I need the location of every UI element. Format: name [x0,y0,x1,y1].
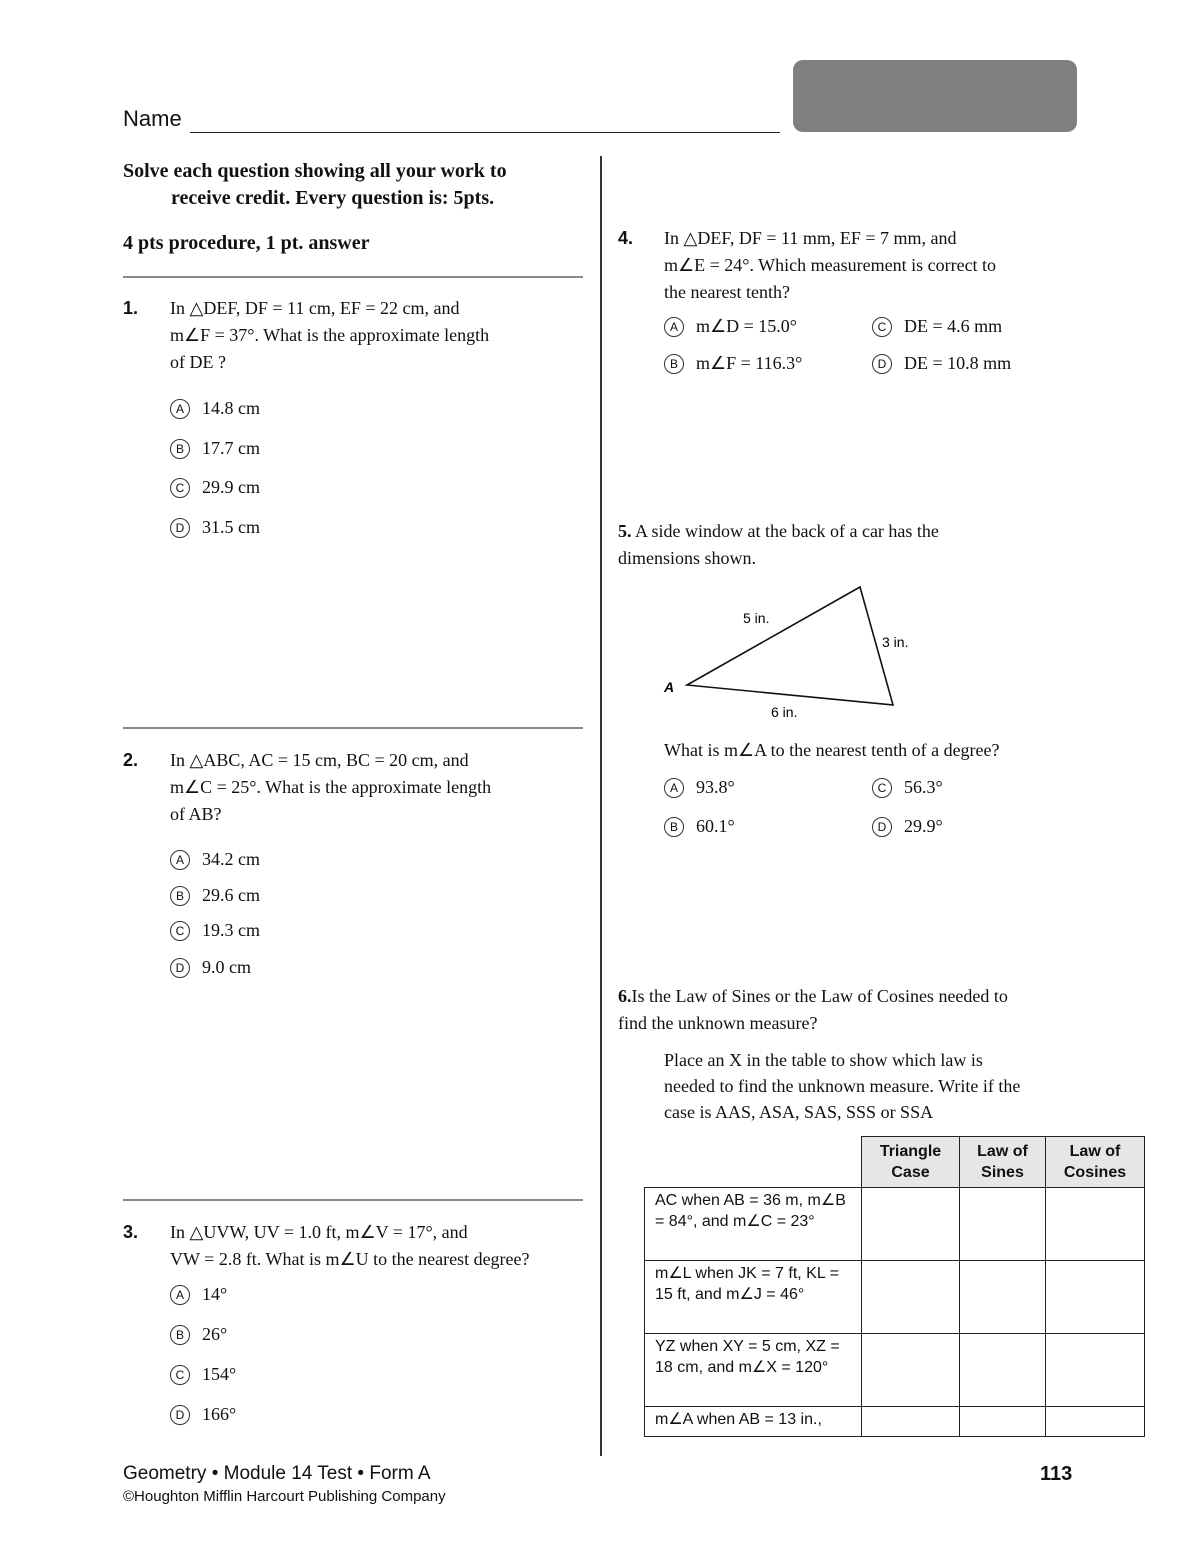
choice-bubble[interactable]: B [170,886,190,906]
question-2-line: of AB? [170,804,222,824]
question-6-line-1 [618,983,1008,1010]
table-header-row [645,1137,1145,1188]
question-4-line: In △DEF, DF = 11 mm, EF = 7 mm, and [664,228,957,248]
table-row-case: m∠L when JK = 7 ft, KL = 15 ft, and m∠J = 46° [645,1261,862,1334]
question-4-text [664,225,996,306]
table-cell-triangle-case[interactable] [862,1188,960,1261]
divider [123,727,583,729]
table-cell-law-of-cosines[interactable] [1046,1188,1145,1261]
question-5-text [618,518,939,572]
choice-text: 60.1° [696,816,735,836]
question-6-text [618,983,1008,1037]
choice-bubble[interactable]: B [170,439,190,459]
divider [123,1199,583,1201]
table-row [645,1407,1145,1437]
choice-text: 19.3 cm [202,920,260,940]
choice-text: 29.9 cm [202,477,260,497]
question-2-choice-d[interactable] [170,957,251,978]
question-2-text [170,747,491,828]
question-3-line: VW = 2.8 ft. What is m∠U to the nearest degree? [170,1249,530,1269]
question-6-instruction-line: needed to find the unknown measure. Write if the [664,1076,1021,1096]
question-1-choice-b[interactable] [170,438,260,459]
question-4-choice-c[interactable] [872,316,1002,337]
question-2-choice-a[interactable] [170,849,260,870]
choice-bubble[interactable]: D [170,518,190,538]
choice-bubble[interactable]: D [170,958,190,978]
question-3-choice-a[interactable] [170,1284,227,1305]
table-cell-law-of-sines[interactable] [960,1188,1046,1261]
question-6-line: find the unknown measure? [618,1013,818,1033]
choice-text: 93.8° [696,777,735,797]
triangle-shape [687,587,893,705]
table-row-case: AC when AB = 36 m, m∠B = 84°, and m∠C = 23° [645,1188,862,1261]
question-6-number: 6. [618,986,632,1006]
choice-bubble[interactable]: C [170,1365,190,1385]
question-1-line: m∠F = 37°. What is the approximate length [170,325,490,345]
instructions-line-1: Solve each question showing all your work to [123,160,507,182]
table-cell-triangle-case[interactable] [862,1261,960,1334]
choice-text: 29.9° [904,816,943,836]
question-3-choice-d[interactable] [170,1404,236,1425]
law-table [644,1136,1145,1437]
question-4-choice-a[interactable] [664,316,797,337]
question-1-choice-a[interactable] [170,398,260,419]
table-cell-law-of-cosines[interactable] [1046,1334,1145,1407]
question-2-line: In △ABC, AC = 15 cm, BC = 20 cm, and [170,750,469,770]
question-5-choice-a[interactable] [664,777,735,798]
choice-text: DE = 10.8 mm [904,353,1012,373]
table-cell-triangle-case[interactable] [862,1334,960,1407]
choice-bubble[interactable]: C [872,778,892,798]
question-5-line: dimensions shown. [618,548,757,568]
question-6-instruction-line: case is AAS, ASA, SAS, SSS or SSA [664,1102,934,1122]
question-1-number: 1. [123,298,139,318]
question-5-prompt: What is m∠A to the nearest tenth of a degree? [664,740,1000,760]
question-4-line: m∠E = 24°. Which measurement is correct to [664,255,997,275]
question-3-number: 3. [123,1222,139,1242]
column-divider [600,156,602,1456]
choice-bubble[interactable]: D [872,817,892,837]
choice-bubble[interactable]: A [170,850,190,870]
choice-bubble[interactable]: B [664,354,684,374]
table-cell-triangle-case[interactable] [862,1407,960,1437]
table-cell-law-of-sines[interactable] [960,1407,1046,1437]
question-1-choice-c[interactable] [170,477,260,498]
table-header-law-of-cosines: Law of Cosines [1046,1137,1145,1188]
choice-text: DE = 4.6 mm [904,316,1003,336]
divider [123,276,583,278]
choice-bubble[interactable]: B [170,1325,190,1345]
question-6-line: Is the Law of Sines or the Law of Cosines needed to [631,986,1008,1006]
choice-text: 56.3° [904,777,943,797]
choice-bubble[interactable]: C [170,478,190,498]
question-4-line: the nearest tenth? [664,282,790,302]
table-cell-law-of-cosines[interactable] [1046,1407,1145,1437]
table-row [645,1188,1145,1261]
question-5-choice-d[interactable] [872,816,943,837]
table-cell-law-of-sines[interactable] [960,1261,1046,1334]
choice-text: 26° [202,1324,228,1344]
choice-text: 31.5 cm [202,517,260,537]
choice-text: 9.0 cm [202,957,251,977]
choice-bubble[interactable]: A [170,1285,190,1305]
table-row-case: YZ when XY = 5 cm, XZ = 18 cm, and m∠X = 120° [645,1334,862,1407]
question-6-instruction-line: Place an X in the table to show which law is [664,1050,983,1070]
question-1-choice-d[interactable] [170,517,260,538]
choice-bubble[interactable]: A [664,778,684,798]
choice-bubble[interactable]: C [170,921,190,941]
choice-bubble[interactable]: A [664,317,684,337]
choice-bubble[interactable]: D [170,1405,190,1425]
footer-title: Geometry • Module 14 Test • Form A [123,1463,431,1484]
question-5-choice-c[interactable] [872,777,943,798]
triangle-figure [655,578,925,726]
question-5-line-1 [618,518,939,545]
question-1-line: In △DEF, DF = 11 cm, EF = 22 cm, and [170,298,460,318]
side-label-right: 3 in. [882,634,909,650]
question-4-choice-d[interactable] [872,353,1011,374]
choice-bubble[interactable]: D [872,354,892,374]
question-5-line: A side window at the back of a car has the [635,521,939,541]
choice-text: 154° [202,1364,237,1384]
table-header-triangle-case: Triangle Case [862,1137,960,1188]
table-corner [645,1137,862,1188]
choice-bubble[interactable]: C [872,317,892,337]
question-3-line: In △UVW, UV = 1.0 ft, m∠V = 17°, and [170,1222,468,1242]
question-4-choice-b[interactable] [664,353,802,374]
choice-text: m∠F = 116.3° [696,353,803,373]
question-5-number: 5. [618,521,632,541]
question-2-choice-b[interactable] [170,885,260,906]
question-2-line: m∠C = 25°. What is the approximate length [170,777,492,797]
question-2-number: 2. [123,750,139,770]
table-cell-law-of-cosines[interactable] [1046,1261,1145,1334]
choice-text: 17.7 cm [202,438,260,458]
footer-copyright: ©Houghton Mifflin Harcourt Publishing Company [123,1488,446,1505]
choice-text: 14° [202,1284,228,1304]
question-1-text [170,295,489,376]
table-row [645,1261,1145,1334]
choice-text: 14.8 cm [202,398,260,418]
instructions-line-2: receive credit. Every question is: 5pts. [171,187,495,209]
instructions [123,158,583,212]
question-2-choice-c[interactable] [170,920,260,941]
name-label: Name [123,106,182,131]
question-6-instructions [664,1047,1020,1125]
table-cell-law-of-sines[interactable] [960,1334,1046,1407]
vertex-label-a: A [664,679,675,695]
question-3-choice-c[interactable] [170,1364,236,1385]
choice-bubble[interactable]: A [170,399,190,419]
header-grey-box [793,60,1077,132]
choice-text: 166° [202,1404,237,1424]
choice-bubble[interactable]: B [664,817,684,837]
choice-text: m∠D = 15.0° [696,316,797,336]
table-row-case: m∠A when AB = 13 in., [645,1407,862,1437]
choice-text: 34.2 cm [202,849,260,869]
table-header-law-of-sines: Law of Sines [960,1137,1046,1188]
table-row [645,1334,1145,1407]
question-4-number: 4. [618,228,634,248]
question-3-text [170,1219,530,1273]
question-5-choice-b[interactable] [664,816,735,837]
question-3-choice-b[interactable] [170,1324,227,1345]
page-number: 113 [1040,1463,1073,1485]
name-field-line[interactable] [190,132,780,133]
choice-text: 29.6 cm [202,885,260,905]
scoring-note: 4 pts procedure, 1 pt. answer [123,232,370,254]
side-label-bottom: 6 in. [771,704,798,720]
question-1-line: of DE ? [170,352,226,372]
side-label-top: 5 in. [743,610,770,626]
